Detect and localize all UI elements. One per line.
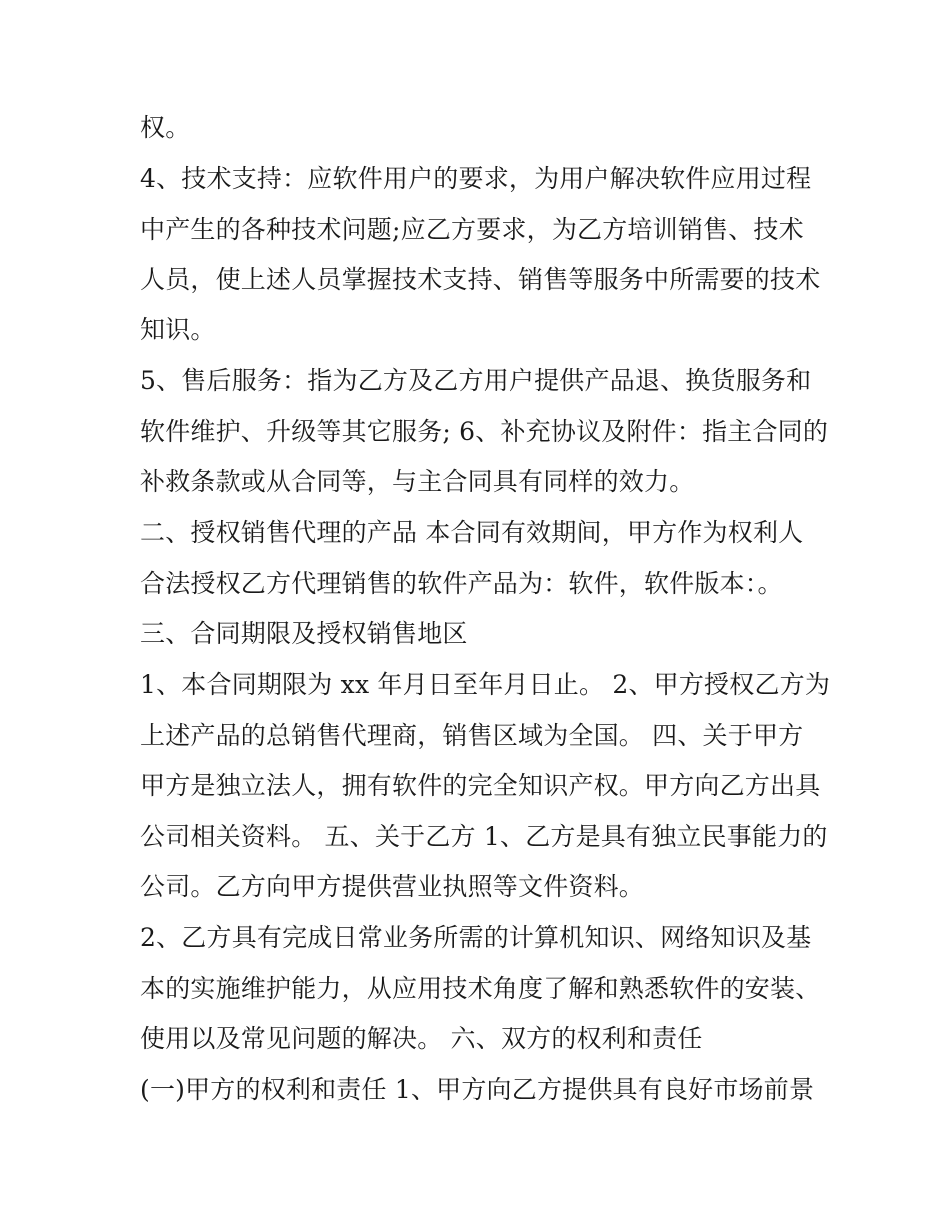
text-line-9: 二、授权销售代理的产品 本合同有效期间，甲方作为权利人 (140, 518, 804, 547)
text-line-15: 公司相关资料。 五、关于乙方 1、乙方是具有独立民事能力的 (140, 822, 828, 851)
text-line-6: 5、售后服务：指为乙方及乙方用户提供产品退、换货服务和 (140, 366, 812, 395)
text-line-4: 人员，使上述人员掌握技术支持、销售等服务中所需要的技术 (140, 265, 821, 294)
text-line-13: 上述产品的总销售代理商，销售区域为全国。 四、关于甲方 (140, 721, 804, 750)
text-line-7: 软件维护、升级等其它服务; 6、补充协议及附件：指主合同的 (140, 417, 829, 446)
text-line-14: 甲方是独立法人，拥有软件的完全知识产权。甲方向乙方出具 (140, 771, 821, 800)
text-line-18: 本的实施维护能力，从应用技术角度了解和熟悉软件的安装、 (140, 974, 821, 1003)
text-line-11: 三、合同期限及授权销售地区 (140, 619, 468, 648)
text-line-19: 使用以及常见问题的解决。 六、双方的权利和责任 (140, 1024, 703, 1053)
text-line-10: 合法授权乙方代理销售的软件产品为：软件，软件版本：。 (140, 569, 783, 598)
text-line-16: 公司。乙方向甲方提供营业执照等文件资料。 (140, 872, 645, 901)
text-line-3: 中产生的各种技术问题;应乙方要求，为乙方培训销售、技术 (140, 215, 804, 244)
text-line-20: (一)甲方的权利和责任 1、甲方向乙方提供具有良好市场前景 (140, 1075, 815, 1104)
text-line-2: 4、技术支持：应软件用户的要求，为用户解决软件应用过程 (140, 164, 812, 193)
text-line-17: 2、乙方具有完成日常业务所需的计算机知识、网络知识及基 (140, 923, 812, 952)
text-line-5: 知识。 (140, 315, 216, 344)
text-line-12: 1、本合同期限为 xx 年月日至年月日止。 2、甲方授权乙方为 (140, 670, 831, 699)
text-line-1: 权。 (140, 113, 191, 142)
text-line-8: 补救条款或从合同等，与主合同具有同样的效力。 (140, 467, 695, 496)
